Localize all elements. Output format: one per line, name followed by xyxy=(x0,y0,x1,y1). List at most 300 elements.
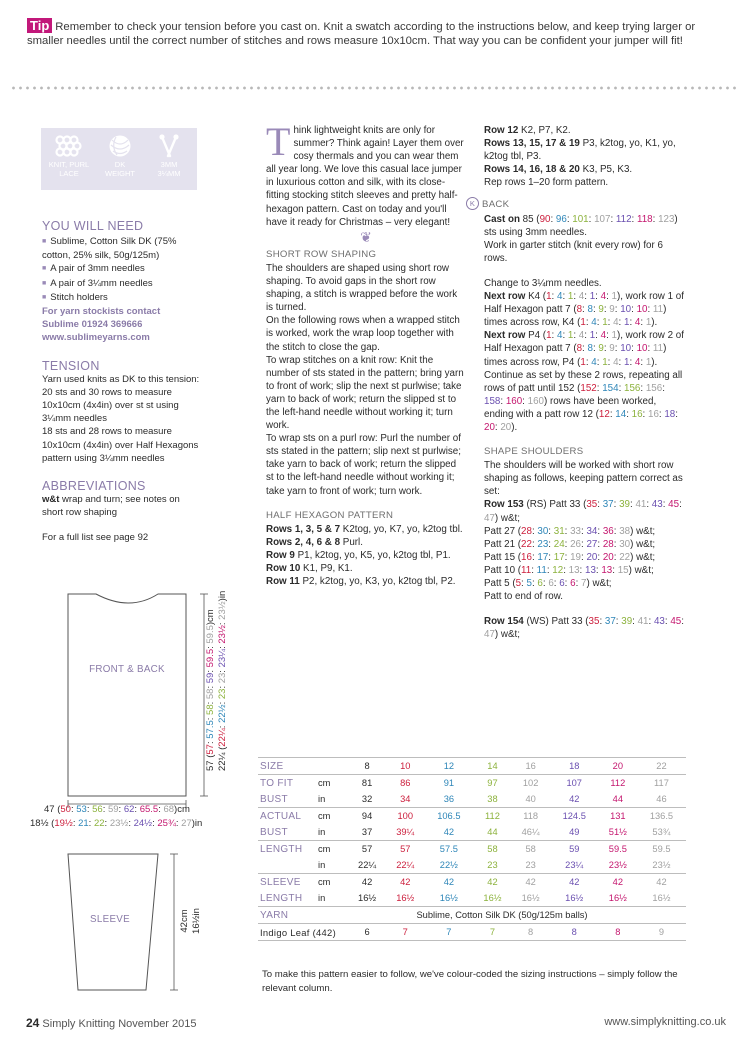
row-text: K3, P5, K3. xyxy=(579,164,633,176)
measurement-label: BUST xyxy=(260,793,288,805)
size-value: 112 xyxy=(599,775,637,792)
short-row-paragraph: To wrap stitches on a knit row: Knit the number of sts stated in the pattern; bring yarn to front of work; slip the next st purlwise; take yarn to back of work; return the slipped st to the left-hand needle without working it; turn work. xyxy=(266,354,464,432)
size-value: 43 xyxy=(653,616,665,628)
width-in-measurement: 18½ (19½: 21: 22: 23½: 24½: 25¾: 27)in xyxy=(30,818,203,829)
size-value: 15 xyxy=(617,564,629,576)
size-value: 42 xyxy=(443,827,455,837)
size-value: 43 xyxy=(651,499,663,511)
size-value: 131 xyxy=(599,808,637,825)
next-row-1: Next row K4 (1: 4: 1: 4: 1: 4: 1), work row 1 of Half Hexagon patt 7 (8: 8: 9: 9: 10: 10: 11) times across row, K4 (1: 4: 1: 4: 1: 4: 1). xyxy=(484,291,684,329)
size-value: 27 xyxy=(586,538,598,550)
size-value: 59.5 xyxy=(599,841,637,858)
abbreviations-heading: ABBREVIATIONS xyxy=(42,479,146,494)
size-value: 44 xyxy=(487,827,498,837)
pattern-row xyxy=(484,163,684,176)
size-header: 20 xyxy=(599,758,637,775)
pattern-row xyxy=(266,562,466,575)
repeat-note: Rep rows 1–20 form pattern. xyxy=(484,177,609,189)
size-value: 13 xyxy=(568,564,580,576)
size-value: 81 xyxy=(348,775,386,792)
size-value: 34 xyxy=(586,525,598,537)
ball-count: 8 xyxy=(550,924,599,941)
size-value: 57 xyxy=(386,841,424,858)
back-title: BACK xyxy=(482,199,510,211)
short-row-paragraph: The shoulders are shaped using short row shaping. To avoid gaps in the short row shaping, a stitch is wrapped before the work is turned. xyxy=(266,262,458,314)
unit-label: in xyxy=(318,860,326,870)
size-value: 22½ xyxy=(217,704,228,723)
size-value: 36 xyxy=(602,525,614,537)
size-value: 23 xyxy=(537,538,549,550)
row-text: P3, k2tog, yo, K1, yo, k2tog tbl, P3. xyxy=(484,138,676,163)
row-label: Row 9 xyxy=(266,549,295,561)
size-value: 136.5 xyxy=(637,808,686,825)
row-label: Rows 13, 15, 17 & 19 xyxy=(484,138,580,150)
table-row xyxy=(258,941,686,942)
back-heading xyxy=(466,198,684,211)
ball-count: 7 xyxy=(386,924,424,941)
table-row xyxy=(258,924,686,941)
row-text: K4 ( xyxy=(525,291,547,303)
row-text: ) times across row, K4 ( xyxy=(484,304,667,329)
size-value: 4 xyxy=(600,291,607,303)
size-value: 10 xyxy=(636,343,648,355)
pattern-row xyxy=(266,523,466,536)
size-header: 8 xyxy=(348,758,386,775)
row-text: Purl. xyxy=(340,536,363,548)
row-text: K2, P7, K2. xyxy=(518,125,571,136)
row-text: P2, k2tog, yo, K3, yo, k2tog tbl, P2. xyxy=(299,576,456,588)
tension-text xyxy=(42,373,202,465)
size-value: 16½ xyxy=(565,893,584,903)
needles-icon xyxy=(156,134,182,158)
unit-label: cm xyxy=(318,775,348,792)
size-value: 41 xyxy=(637,616,649,628)
size-value: 59 xyxy=(107,804,119,815)
size-value: 35 xyxy=(588,616,600,628)
garter-instruction: Work in garter stitch (knit every row) for 6 rows. xyxy=(484,239,663,264)
next-row-2: Next row P4 (1: 4: 1: 4: 1: 4: 1), work row 2 of Half Hexagon patt 7 (8: 8: 9: 9: 10: 10: 11) times across row, P4 (1: 4: 1: 4: 1: 4: 1). xyxy=(484,330,684,368)
icon-label-line-2: LACE xyxy=(59,169,79,178)
size-value: 4 xyxy=(556,291,563,303)
size-value: 112 xyxy=(615,213,632,225)
size-value: 13 xyxy=(601,564,613,576)
size-value: 22¼ xyxy=(217,752,228,771)
needle-size-badge xyxy=(145,134,193,178)
size-value: 57.5 xyxy=(424,841,473,858)
size-value: 11 xyxy=(652,304,664,316)
patt-lines xyxy=(484,525,684,590)
page-footer-left xyxy=(26,1016,197,1030)
size-value: 21 xyxy=(78,818,89,829)
size-value: 62 xyxy=(123,804,135,815)
stockist-phone: Sublime 01924 369666 xyxy=(42,319,143,331)
size-value: 58 xyxy=(205,688,216,700)
size-value: 10 xyxy=(636,304,648,316)
row-text: ) w&t; xyxy=(494,629,520,641)
size-value: 9 xyxy=(598,343,604,355)
row-text: ) times across row, P4 ( xyxy=(484,343,667,368)
size-value: 16½ xyxy=(608,893,627,903)
table-row xyxy=(258,890,686,907)
size-value: 31 xyxy=(553,525,565,537)
cast-on-label: Cast on xyxy=(484,213,520,225)
size-value: 156 xyxy=(624,382,641,394)
size-value: 97 xyxy=(473,775,511,792)
size-value: 28 xyxy=(521,525,532,537)
list-item: ■ Stitch holders xyxy=(42,291,202,305)
table-row xyxy=(258,824,686,841)
size-value: 117 xyxy=(637,775,686,792)
size-value: 101 xyxy=(572,213,589,225)
size-value: 9 xyxy=(598,304,604,316)
patt-line: Patt 15 (16: 17: 17: 19: 20: 20: 22) w&t; xyxy=(484,551,656,563)
row-text: ) w&t; xyxy=(494,512,520,524)
row-label: Rows 1, 3, 5 & 7 xyxy=(266,523,341,535)
size-value: 20 xyxy=(586,551,598,563)
row-text: (WS) Patt 33 ( xyxy=(523,616,589,628)
size-value: 42 xyxy=(473,874,511,891)
table-bottom-rule xyxy=(258,941,686,942)
size-value: 22 xyxy=(521,538,532,550)
table-row xyxy=(258,907,686,924)
size-value: 102 xyxy=(512,775,550,792)
stockist-website[interactable]: www.sublimeyarns.com xyxy=(42,332,150,344)
table-row xyxy=(258,874,686,891)
size-value: 56 xyxy=(92,804,103,815)
size-value: 8 xyxy=(576,304,583,316)
measurement-label: LENGTH xyxy=(258,841,318,858)
size-value: 47 xyxy=(484,512,495,524)
size-value: 39¼ xyxy=(396,827,415,837)
width-cm-measurement: 47 (50: 53: 56: 59: 62: 65.5: 68)cm xyxy=(44,804,190,815)
size-value: 1 xyxy=(567,291,574,303)
icon-label-line-1: KNIT, PURL xyxy=(48,160,90,169)
size-value: 25¾ xyxy=(157,818,176,829)
unit-label: cm xyxy=(318,841,348,858)
size-value: 49 xyxy=(569,827,580,837)
size-header-label: SIZE xyxy=(258,758,318,775)
size-value: 1 xyxy=(611,330,617,342)
size-value: 23 xyxy=(217,672,228,684)
shoulders-intro: The shoulders will be worked with short row shaping as follows, keeping pattern correct as set: xyxy=(484,460,683,498)
row-text: ). xyxy=(511,421,518,433)
size-value: 46¼ xyxy=(521,827,540,837)
size-value: 6 xyxy=(537,578,543,589)
size-value: 16½ xyxy=(652,893,671,903)
measurement-label: TO FIT xyxy=(258,775,318,792)
measurement-label: ACTUAL xyxy=(258,808,318,825)
length-in-measurement: 22¼ (22¼: 22½: 23: 23: 23¼: 23½: 23½)in xyxy=(217,590,228,771)
size-value: 42 xyxy=(512,874,550,891)
row-text: K1, P9, K1. xyxy=(300,563,353,574)
drop-cap: T xyxy=(266,119,291,164)
unit-label: cm xyxy=(205,609,216,622)
unit-label: cm xyxy=(318,808,348,825)
size-value: 41 xyxy=(635,499,647,511)
icon-label-line-1: DK xyxy=(114,160,126,169)
pattern-row xyxy=(484,124,684,137)
size-value: 42 xyxy=(599,874,637,891)
intro-text: hink lightweight knits are only for summer? Think again! Layer them over cosy thermals and you can wear them all year long. We love this casual lace jumper in luxurious cotton and silk, with its close-fitting stocking stitch sleeves and pretty half-hexagon pattern. Cast on today and you'll have it ready for Christmas – very elegant! xyxy=(266,125,464,228)
short-row-heading: SHORT ROW SHAPING xyxy=(266,248,377,260)
row-label: Row 153 xyxy=(484,499,524,511)
length-cm-measurement: 57 (57: 57.5: 58: 58: 59: 59.5: 59.5)cm xyxy=(205,609,216,771)
size-value: 152 xyxy=(580,382,597,394)
size-value: 16 xyxy=(631,408,643,420)
size-value: 124.5 xyxy=(550,808,599,825)
ball-count: 8 xyxy=(599,924,637,941)
abbreviation-term: w&t xyxy=(42,494,60,506)
size-value: 34 xyxy=(400,794,411,804)
table-row xyxy=(258,857,686,874)
row-label: Row 10 xyxy=(266,563,301,574)
size-value: 57 xyxy=(205,744,216,755)
ball-count: 6 xyxy=(348,924,386,941)
ball-count: 8 xyxy=(512,924,550,941)
size-value: 24 xyxy=(553,538,565,550)
size-value: 59.5 xyxy=(205,625,216,644)
size-header: 12 xyxy=(424,758,473,775)
size-value: 30 xyxy=(619,538,631,550)
size-value: 16 xyxy=(521,551,532,563)
size-value: 24½ xyxy=(133,818,153,829)
size-value: 23¼ xyxy=(217,648,228,668)
size-value: 1 xyxy=(589,330,596,342)
size-value: 19 xyxy=(570,551,582,563)
size-value: 11 xyxy=(652,343,664,355)
row-text: Continue as set by these 2 rows, repeating all rows of patt until 152 ( xyxy=(484,369,683,394)
unit-label: cm xyxy=(177,804,190,815)
size-value: 37 xyxy=(361,827,373,837)
size-value: 57 xyxy=(348,841,386,858)
size-table xyxy=(258,757,686,941)
pattern-row xyxy=(484,137,684,163)
size-value: 1 xyxy=(624,317,630,329)
size-value: 94 xyxy=(348,808,386,825)
size-value: 1 xyxy=(611,291,617,303)
size-value: 85 xyxy=(522,213,534,225)
cast-on-tail: sts using 3mm needles. xyxy=(484,226,587,238)
size-value: 1 xyxy=(580,317,586,329)
ball-count: 7 xyxy=(424,924,473,941)
dk-weight-badge xyxy=(96,134,144,178)
size-header: 10 xyxy=(386,758,424,775)
row-label: Row 11 xyxy=(266,576,300,588)
tip-badge: Tip xyxy=(27,18,52,33)
size-value: 4 xyxy=(613,317,619,329)
size-value: 42 xyxy=(386,874,424,891)
stockist-line: For yarn stockists contact xyxy=(42,306,161,318)
row-text: P4 ( xyxy=(525,330,547,342)
size-value: 33 xyxy=(570,525,582,537)
size-value: 53 xyxy=(76,804,87,815)
size-value: 45 xyxy=(670,616,682,628)
size-value: 23¼ xyxy=(565,860,584,870)
size-value: 118 xyxy=(636,213,653,225)
size-header: 14 xyxy=(473,758,511,775)
row-153: Row 153 (RS) Patt 33 (35: 37: 39: 41: 43: 45: 47) w&t; xyxy=(484,499,682,524)
size-value: 16½ xyxy=(396,893,415,903)
pattern-row xyxy=(266,575,466,588)
size-value: 123 xyxy=(658,213,675,225)
size-value: 30 xyxy=(537,525,549,537)
size-value: 13 xyxy=(585,564,596,576)
icon-label-line-2: 3¼MM xyxy=(157,169,181,178)
size-value: 16½ xyxy=(521,893,540,903)
size-value: 18 xyxy=(664,408,676,420)
size-value: 16½ xyxy=(483,893,502,903)
tension-heading: TENSION xyxy=(42,358,100,373)
row-label: Rows 14, 16, 18 & 20 xyxy=(484,164,580,176)
size-value: 37 xyxy=(602,499,614,511)
size-value: 39 xyxy=(621,616,633,628)
size-value: 7 xyxy=(581,578,587,589)
size-value: 58 xyxy=(512,841,550,858)
patt-end: Patt to end of row. xyxy=(484,591,563,603)
short-row-paragraph: On the following rows when a wrapped stitch is worked, work the wrap loop together with the stitch to close the gap. xyxy=(266,315,460,353)
size-value: 22 xyxy=(93,818,105,829)
size-value: 1 xyxy=(645,317,652,329)
size-value: 50 xyxy=(60,804,71,815)
size-value: 22½ xyxy=(439,860,458,870)
size-value: 4 xyxy=(634,317,641,329)
size-value: 1 xyxy=(602,356,608,368)
abbreviation-definition: wrap and turn; see notes on short row shaping xyxy=(42,494,180,519)
size-value: 5 xyxy=(526,578,532,589)
sleeve-label: SLEEVE xyxy=(90,914,130,925)
size-value: 46 xyxy=(656,794,667,804)
size-value: 16½ xyxy=(358,893,377,903)
size-value: 65.5 xyxy=(139,804,159,815)
measurement-label: LENGTH xyxy=(260,892,303,904)
short-row-paragraph: To wrap sts on a purl row: Purl the number of sts stated in the pattern; slip next st purlwise; take yarn to back of work; return the slipped st to the left-hand needle without working it; take yarn to front of work; turn work. xyxy=(266,433,461,497)
tip-box xyxy=(27,18,727,48)
dotted-divider xyxy=(10,86,740,90)
left-column xyxy=(42,219,202,545)
abbreviation-entry xyxy=(42,493,202,519)
size-value: 1 xyxy=(602,317,608,329)
patt-line: Patt 10 (11: 11: 12: 13: 13: 13: 15) w&t; xyxy=(484,564,654,576)
size-value: 156 xyxy=(645,382,663,394)
size-value: 1 xyxy=(624,356,630,368)
materials-list xyxy=(42,235,202,345)
right-column xyxy=(469,124,684,641)
size-value: 4 xyxy=(613,356,619,368)
size-header: 16 xyxy=(512,758,550,775)
size-value: 96 xyxy=(555,213,567,225)
size-value: 51½ xyxy=(608,827,627,837)
size-value: 23½ xyxy=(109,818,129,829)
continue-instruction: Continue as set by these 2 rows, repeating all rows of patt until 152 (152: 154: 156: 156: 158: 160: 160) rows have been worked, ending with a patt row 12 (12: 14: 16: 16: 18: 20: 20). xyxy=(484,369,683,433)
cast-on-instruction: Cast on 85 (90: 96: 101: 107: 112: 118: 123) sts using 3mm needles. xyxy=(484,213,678,238)
size-value: 47 xyxy=(44,804,55,815)
size-value: 86 xyxy=(386,775,424,792)
size-value: 17 xyxy=(537,551,549,563)
size-value: 37 xyxy=(604,616,616,628)
size-value: 58 xyxy=(205,704,216,715)
footer-url[interactable]: www.simplyknitting.co.uk xyxy=(604,1016,726,1028)
technique-icons xyxy=(41,128,197,190)
size-value: 9 xyxy=(609,343,615,355)
row-text: (RS) Patt 33 ( xyxy=(523,499,587,511)
size-value: 17 xyxy=(553,551,565,563)
middle-column xyxy=(266,119,466,588)
list-item: ■ A pair of 3¼mm needles xyxy=(42,277,202,291)
needle-change-instruction: Change to 3¼mm needles. xyxy=(484,277,602,289)
size-value: 16½ xyxy=(439,893,458,903)
size-value: 1 xyxy=(589,291,596,303)
size-value: 16 xyxy=(648,408,659,420)
ball-count: 9 xyxy=(637,924,686,941)
size-value: 42 xyxy=(550,874,599,891)
size-value: 4 xyxy=(634,356,641,368)
front-back-outline xyxy=(68,594,186,796)
size-value: 20 xyxy=(602,551,614,563)
size-value: 53¾ xyxy=(652,827,671,837)
size-value: 57.5 xyxy=(205,720,216,739)
size-value: 154 xyxy=(602,382,619,394)
next-row-label: Next row xyxy=(484,291,526,303)
size-value: 45 xyxy=(668,499,680,511)
size-value: 59 xyxy=(205,672,216,684)
size-value: 42 xyxy=(569,794,580,804)
size-value: 1 xyxy=(580,356,586,368)
size-value: 12 xyxy=(598,408,610,420)
size-value: 57 xyxy=(205,760,216,771)
size-value: 38 xyxy=(487,794,498,804)
size-value: 18½ xyxy=(30,818,49,829)
ball-count: 7 xyxy=(473,924,511,941)
yarn-loops-icon xyxy=(54,134,84,158)
size-value: 23 xyxy=(217,688,228,700)
knit-k-icon: K xyxy=(466,197,479,210)
magazine-issue: Simply Knitting November 2015 xyxy=(42,1018,197,1030)
size-value: 59.5 xyxy=(205,648,216,668)
table-row xyxy=(258,808,686,825)
size-value: 58 xyxy=(473,841,511,858)
size-value: 35 xyxy=(586,499,598,511)
size-value: 42 xyxy=(424,874,473,891)
size-value: 23½ xyxy=(652,860,671,870)
row-text: P1, k2tog, yo, K5, yo, k2tog tbl, P1. xyxy=(294,549,451,561)
size-header: 22 xyxy=(637,758,686,775)
size-value: 28 xyxy=(602,538,614,550)
size-value: 22¼ xyxy=(358,860,377,870)
icon-label-line-2: WEIGHT xyxy=(105,169,135,178)
shade-label: Indigo Leaf (442) xyxy=(258,924,348,941)
size-value: 1 xyxy=(546,330,552,342)
size-value: 1 xyxy=(546,291,552,303)
table-row xyxy=(258,758,686,775)
size-value: 68 xyxy=(163,804,175,815)
measurement-label: SLEEVE xyxy=(258,874,318,891)
measurement-label: BUST xyxy=(260,826,288,838)
knit-purl-lace-badge xyxy=(45,134,93,178)
size-value: 23½ xyxy=(217,601,228,620)
shape-shoulders-heading: SHAPE SHOULDERS xyxy=(484,446,584,458)
size-value: 59 xyxy=(550,841,599,858)
size-value: 118 xyxy=(512,808,550,825)
size-value: 44 xyxy=(612,794,623,804)
tip-text: Remember to check your tension before you cast on. Knit a swatch according to the instructions below, and keep trying larger or smaller needles until the correct number of stitches and rows measure 10x10cm. That way you can be confident your jumper will fit! xyxy=(27,21,696,47)
size-value: 40 xyxy=(525,794,536,804)
table-row xyxy=(258,841,686,858)
sleeve-length-cm: 42cm xyxy=(179,909,190,933)
size-value: 4 xyxy=(591,356,597,368)
sleeve-length-in: 16½in xyxy=(191,908,202,934)
row-label: Row 12 xyxy=(484,125,519,136)
size-value: 11 xyxy=(536,564,547,576)
